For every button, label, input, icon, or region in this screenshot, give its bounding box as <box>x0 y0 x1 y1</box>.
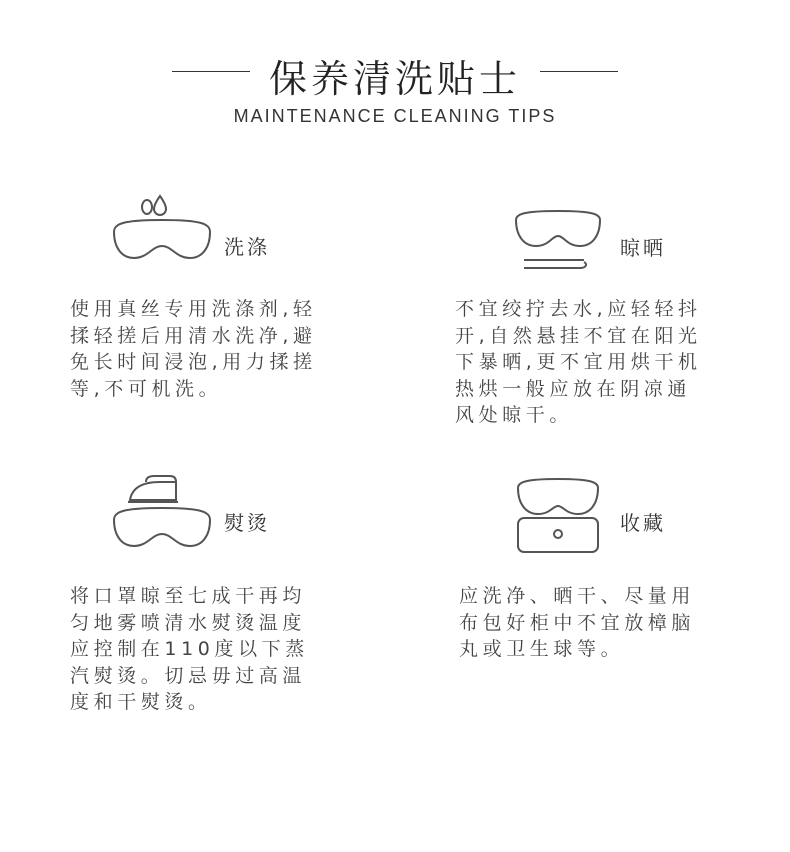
page-title: 保养清洗贴士 <box>268 57 521 101</box>
tip-text: 不宜绞拧去水,应轻轻抖 开,自然悬挂不宜在阳光 下暴晒,更不宜用烘干机 热烘一般应放在阴凉通 风处晾干。 <box>455 298 702 426</box>
tip-text: 使用真丝专用洗涤剂,轻 揉轻搓后用清水洗净,避 免长时间浸泡,用力揉搓 等,不可机洗。 <box>70 298 317 400</box>
storage-box-mask-icon <box>512 476 612 556</box>
tip-label: 洗涤 <box>224 235 270 259</box>
tip-label: 晾晒 <box>620 236 666 260</box>
header <box>0 40 790 110</box>
title-divider-right <box>540 71 618 72</box>
tip-text: 应洗净、晒干、尽量用 布包好柜中不宜放樟脑 丸或卫生球等。 <box>459 585 696 660</box>
page-subtitle: MAINTENANCE CLEANING TIPS <box>233 106 557 126</box>
wind-mask-icon <box>510 208 620 278</box>
tip-text: 将口罩晾至七成干再均 匀地雾喷清水熨烫温度 应控制在110度以下蒸 汽熨烫。切忌毋过高温 度和干熨烫。 <box>70 585 309 713</box>
tip-label: 收藏 <box>620 511 666 535</box>
tip-label: 熨烫 <box>224 511 270 535</box>
water-drops-mask-icon <box>110 190 220 270</box>
iron-mask-icon <box>110 474 220 554</box>
